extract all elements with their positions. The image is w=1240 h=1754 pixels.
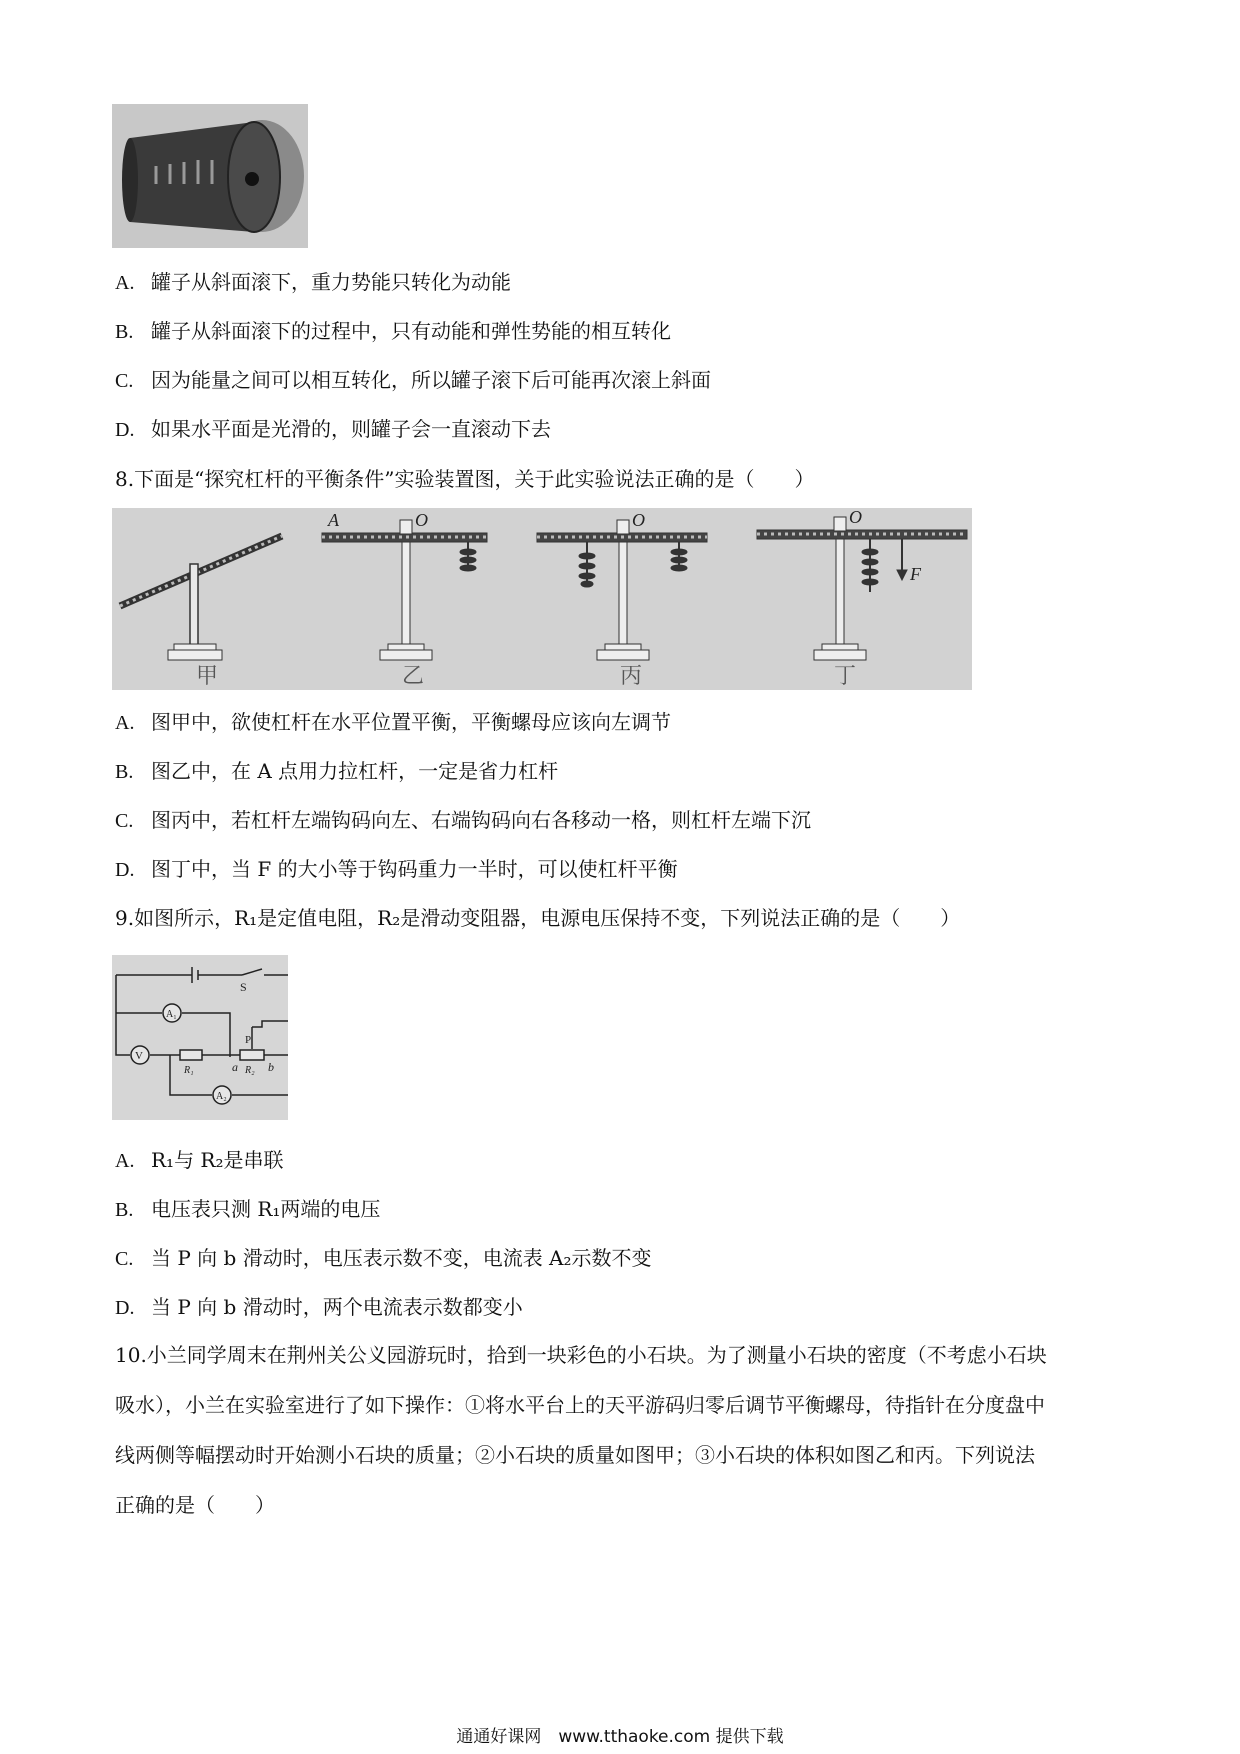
circuit-figure [112,955,288,1120]
circuit-label-p: P [245,1034,252,1046]
label-f: F [910,564,921,584]
q7-option-c: C. 因为能量之间可以相互转化，所以罐子滚下后可能再次滚上斜面 [115,368,711,392]
fig-label-ding: 丁 [834,663,857,688]
q10-stem [115,1330,1135,1530]
label-o-ding: O [849,508,862,527]
q8-option-b: B. 图乙中，在 A 点用力拉杠杆，一定是省力杠杆 [115,759,559,783]
q10-line-4: 正确的是（ ） [115,1493,275,1517]
fig-label-jia: 甲 [196,663,219,688]
page-footer: 通通好课网 www.tthaoke.com 提供下载 [456,1727,784,1747]
circuit-label-s: S [240,980,247,994]
lever-figure [112,508,972,690]
label-o-yi: O [415,510,428,530]
circuit-label-a1: A₁ [166,1009,177,1020]
q7-option-b: B. 罐子从斜面滚下的过程中，只有动能和弹性势能的相互转化 [115,319,671,343]
fig-label-yi: 乙 [402,663,425,688]
q9-option-a: A. R₁与 R₂是串联 [115,1148,284,1172]
q8-option-d: D. 图丁中，当 F 的大小等于钩码重力一半时，可以使杠杆平衡 [115,857,678,881]
q7-option-d: D. 如果水平面是光滑的，则罐子会一直滚动下去 [115,417,551,441]
circuit-label-r2: R₂ [245,1065,255,1076]
circuit-label-v: V [135,1050,143,1062]
q9-option-c: C. 当 P 向 b 滑动时，电压表示数不变，电流表 A₂示数不变 [115,1246,652,1270]
circuit-label-r1: R₁ [184,1065,194,1076]
q10-line-3: 线两侧等幅摆动时开始测小石块的质量；②小石块的质量如图甲；③小石块的体积如图乙和丙。下列说法 [115,1443,1035,1467]
q8-option-c: C. 图丙中，若杠杆左端钩码向左、右端钩码向右各移动一格，则杠杆左端下沉 [115,808,811,832]
circuit-label-b: b [268,1060,274,1074]
q8-stem: 8.下面是“探究杠杆的平衡条件”实验装置图，关于此实验说法正确的是（ ） [115,467,815,491]
label-a: A [328,510,339,530]
circuit-label-a2: A₂ [216,1091,227,1102]
circuit-label-a: a [232,1060,238,1074]
label-o-bing: O [632,510,645,530]
q9-option-b: B. 电压表只测 R₁两端的电压 [115,1197,381,1221]
q10-line-1: 10.小兰同学周末在荆州关公义园游玩时，拾到一块彩色的小石块。为了测量小石块的密度（不考虑小石块 [115,1343,1047,1367]
q9-stem: 9.如图所示，R₁是定值电阻，R₂是滑动变阻器，电源电压保持不变，下列说法正确的是（ ） [115,906,961,930]
q8-option-a: A. 图甲中，欲使杠杆在水平位置平衡，平衡螺母应该向左调节 [115,710,671,734]
fig-label-bing: 丙 [620,663,643,688]
q9-option-d: D. 当 P 向 b 滑动时，两个电流表示数都变小 [115,1295,523,1319]
can-photo [112,104,308,248]
q10-line-2: 吸水），小兰在实验室进行了如下操作：①将水平台上的天平游码归零后调节平衡螺母，待指针在分度盘中 [115,1393,1045,1417]
q7-option-a: A. 罐子从斜面滚下，重力势能只转化为动能 [115,270,511,294]
